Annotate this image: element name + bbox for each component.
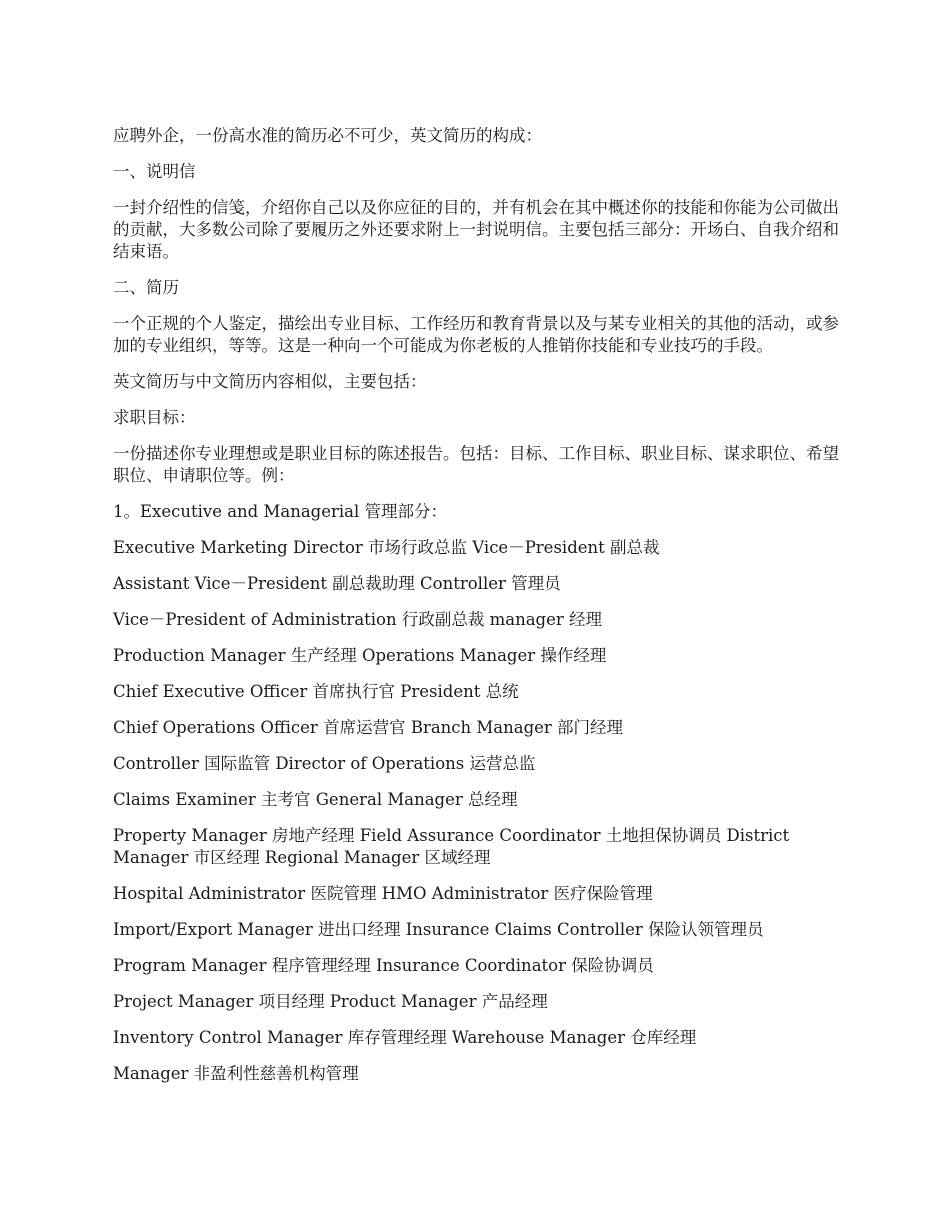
objective-heading: 求职目标：	[113, 408, 196, 427]
job-title-line: Assistant Vice－President 副总裁助理 Controller 管理员	[113, 574, 561, 593]
resume-contents-intro: 英文简历与中文简历内容相似，主要包括：	[113, 372, 427, 391]
job-title-line: Executive Marketing Director 市场行政总监 Vice－President 副总裁	[113, 538, 660, 557]
job-title-line: Inventory Control Manager 库存管理经理 Warehouse Manager 仓库经理	[113, 1028, 697, 1047]
intro-paragraph: 应聘外企，一份高水准的简历必不可少，英文简历的构成：	[113, 126, 542, 145]
category-heading-executive: 1。Executive and Managerial 管理部分：	[113, 502, 448, 521]
resume-paragraph: 一个正规的个人鉴定，描绘出专业目标、工作经历和教育背景以及与某专业相关的其他的活动，或参加的专业组织，等等。这是一种向一个可能成为你老板的人推销你技能和专业技巧的手段。	[113, 314, 839, 355]
job-title-line: Vice－President of Administration 行政副总裁 manager 经理	[113, 610, 603, 629]
document-body	[113, 125, 841, 1099]
job-title-line: Controller 国际监管 Director of Operations 运营总监	[113, 754, 536, 773]
job-title-line: Manager 非盈利性慈善机构管理	[113, 1064, 359, 1083]
job-title-line: Hospital Administrator 医院管理 HMO Administrator 医疗保险管理	[113, 884, 653, 903]
cover-letter-paragraph: 一封介绍性的信笺，介绍你自己以及你应征的目的，并有机会在其中概述你的技能和你能为公司做出的贡献，大多数公司除了要履历之外还要求附上一封说明信。主要包括三部分：开场白、自我介绍和结束语。	[113, 198, 839, 261]
job-title-line: Production Manager 生产经理 Operations Manager 操作经理	[113, 646, 607, 665]
job-title-line: Project Manager 项目经理 Product Manager 产品经理	[113, 992, 548, 1011]
job-title-line: Property Manager 房地产经理 Field Assurance Coordinator 土地担保协调员 District Manager 市区经理 Regional Manager 区域经理	[113, 826, 790, 867]
section-heading-resume: 二、简历	[113, 278, 179, 297]
job-title-line: Import/Export Manager 进出口经理 Insurance Claims Controller 保险认领管理员	[113, 920, 764, 939]
section-heading-cover-letter: 一、说明信	[113, 162, 196, 181]
job-title-line: Program Manager 程序管理经理 Insurance Coordinator 保险协调员	[113, 956, 654, 975]
job-title-line: Claims Examiner 主考官 General Manager 总经理	[113, 790, 518, 809]
job-title-line: Chief Executive Officer 首席执行官 President 总统	[113, 682, 519, 701]
objective-paragraph: 一份描述你专业理想或是职业目标的陈述报告。包括：目标、工作目标、职业目标、谋求职位、希望职位、申请职位等。例：	[113, 444, 839, 485]
job-title-line: Chief Operations Officer 首席运营官 Branch Manager 部门经理	[113, 718, 624, 737]
